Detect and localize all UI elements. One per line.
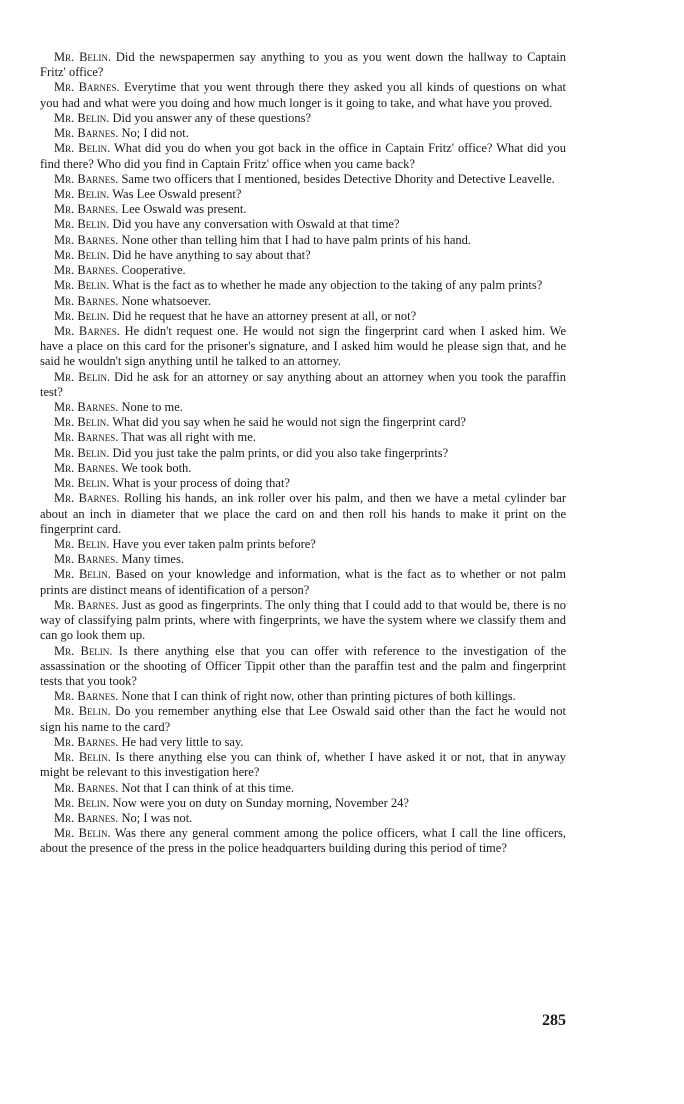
speaker-label: Mr. Barnes. bbox=[54, 552, 119, 567]
testimony-paragraph bbox=[40, 309, 566, 324]
speech-text: We took both. bbox=[121, 460, 192, 475]
speech-text: No; I did not. bbox=[121, 126, 189, 141]
speaker-label: Mr. Barnes. bbox=[54, 460, 119, 475]
speaker-label: Mr. Barnes. bbox=[54, 80, 120, 95]
speech-text: He didn't request one. He would not sign the fingerprint card when I asked him. We have a place on this card for the prisoner's signature, and I asked him would he please sign that, and he said he wouldn't sign anything until he talked to an attorney. bbox=[40, 323, 567, 369]
speech-text: Have you ever taken palm prints before? bbox=[112, 537, 316, 551]
speaker-label: Mr. Belin. bbox=[54, 415, 110, 430]
speech-text: Same two officers that I mentioned, besides Detective Dhority and Detective Leavelle. bbox=[121, 171, 555, 186]
testimony-paragraph bbox=[40, 491, 566, 537]
speech-text: Now were you on duty on Sunday morning, November 24? bbox=[112, 795, 409, 810]
testimony-paragraph bbox=[40, 704, 566, 734]
speech-text: Lee Oswald was present. bbox=[121, 202, 247, 217]
speaker-label: Mr. Barnes. bbox=[54, 232, 119, 247]
speaker-label: Mr. Belin. bbox=[54, 445, 110, 460]
speaker-label: Mr. Barnes. bbox=[54, 780, 119, 795]
speaker-label: Mr. Barnes. bbox=[54, 430, 119, 445]
speech-text: He had very little to say. bbox=[121, 734, 244, 749]
speaker-label: Mr. Barnes. bbox=[54, 263, 119, 278]
testimony-paragraph bbox=[40, 370, 566, 400]
testimony-paragraph bbox=[40, 233, 566, 248]
testimony-paragraph bbox=[40, 111, 566, 126]
speech-text: Did he request that he have an attorney present at all, or not? bbox=[112, 308, 417, 323]
testimony-transcript bbox=[40, 50, 566, 857]
testimony-paragraph bbox=[40, 446, 566, 461]
testimony-paragraph bbox=[40, 781, 566, 796]
testimony-paragraph bbox=[40, 80, 566, 110]
speech-text: Did you answer any of these questions? bbox=[112, 110, 312, 125]
speech-text: None to me. bbox=[121, 400, 183, 415]
testimony-paragraph bbox=[40, 430, 566, 445]
speaker-label: Mr. Belin. bbox=[54, 141, 111, 156]
speaker-label: Mr. Barnes. bbox=[54, 400, 119, 415]
speaker-label: Mr. Belin. bbox=[54, 186, 110, 201]
testimony-paragraph bbox=[40, 202, 566, 217]
speech-text: That was all right with me. bbox=[121, 430, 256, 445]
speaker-label: Mr. Barnes. bbox=[54, 202, 119, 217]
speech-text: Rolling his hands, an ink roller over his palm, and then we have a metal cylinder bar about an inch in diameter that we place the card on and then roll his hands to make it print on the fingerprint card. bbox=[40, 491, 567, 536]
speech-text: None other than telling him that I had to have palm prints of his hand. bbox=[121, 232, 472, 247]
testimony-paragraph bbox=[40, 217, 566, 232]
speech-text: What did you do when you got back in the office in Captain Fritz' office? What did you find there? Who did you find in Captain Fritz' office when you came back? bbox=[40, 141, 566, 171]
speaker-label: Mr. Barnes. bbox=[54, 126, 119, 141]
speaker-label: Mr. Belin. bbox=[54, 217, 110, 232]
speaker-label: Mr. Belin. bbox=[54, 567, 111, 582]
testimony-paragraph bbox=[40, 50, 566, 80]
speech-text: Was Lee Oswald present? bbox=[112, 186, 242, 201]
speaker-label: Mr. Barnes. bbox=[54, 597, 119, 612]
speaker-label: Mr. Belin. bbox=[54, 476, 110, 491]
testimony-paragraph bbox=[40, 735, 566, 750]
testimony-paragraph bbox=[40, 415, 566, 430]
speech-text: Is there anything else that you can offer with reference to the investigation of the assassination or the shooting of Officer Tippit other than the paraffin test and the palm and fingerprint tests that you took? bbox=[40, 643, 566, 688]
speech-text: None that I can think of right now, other than printing pictures of both killings. bbox=[121, 689, 516, 704]
speaker-label: Mr. Belin. bbox=[54, 826, 111, 841]
testimony-paragraph bbox=[40, 141, 566, 171]
testimony-paragraph bbox=[40, 826, 566, 856]
speech-text: Did he ask for an attorney or say anything about an attorney when you took the paraffin test? bbox=[40, 369, 566, 399]
speech-text: Do you remember anything else that Lee Oswald said other than the fact he would not sign his name to the card? bbox=[40, 704, 567, 734]
speech-text: Many times. bbox=[121, 552, 184, 567]
speaker-label: Mr. Belin. bbox=[54, 50, 112, 64]
testimony-paragraph bbox=[40, 172, 566, 187]
testimony-paragraph bbox=[40, 750, 566, 780]
testimony-paragraph bbox=[40, 811, 566, 826]
speech-text: What did you say when he said he would not sign the fingerprint card? bbox=[112, 415, 466, 430]
speaker-label: Mr. Barnes. bbox=[54, 734, 119, 749]
speaker-label: Mr. Belin. bbox=[54, 278, 110, 293]
speaker-label: Mr. Belin. bbox=[54, 643, 113, 658]
speech-text: Did he have anything to say about that? bbox=[112, 247, 311, 262]
speaker-label: Mr. Barnes. bbox=[54, 810, 119, 825]
speech-text: No; I was not. bbox=[121, 810, 193, 825]
speaker-label: Mr. Barnes. bbox=[54, 323, 120, 338]
speech-text: Did you have any conversation with Oswald at that time? bbox=[112, 217, 400, 232]
speech-text: Was there any general comment among the police officers, what I call the line officers, about the presence of the press in the police headquarters building during this period of time? bbox=[40, 826, 566, 856]
speaker-label: Mr. Barnes. bbox=[54, 689, 119, 704]
speech-text: Did the newspapermen say anything to you as you went down the hallway to Captain Fritz' office? bbox=[40, 50, 566, 80]
speech-text: What is your process of doing that? bbox=[112, 476, 290, 491]
testimony-paragraph bbox=[40, 796, 566, 811]
speaker-label: Mr. Belin. bbox=[54, 537, 110, 551]
speech-text: Did you just take the palm prints, or did you also take fingerprints? bbox=[112, 445, 449, 460]
testimony-paragraph bbox=[40, 598, 566, 644]
speech-text: Just as good as fingerprints. The only thing that I could add to that would be, there is no way of classifying palm prints, where with fingerprints, we have the system where we classify them and can go look them up. bbox=[40, 597, 566, 643]
testimony-paragraph bbox=[40, 461, 566, 476]
speech-text: Cooperative. bbox=[121, 263, 186, 278]
speech-text: What is the fact as to whether he made any objection to the taking of any palm prints? bbox=[112, 278, 543, 293]
testimony-paragraph bbox=[40, 263, 566, 278]
testimony-paragraph bbox=[40, 552, 566, 567]
testimony-paragraph bbox=[40, 537, 566, 552]
testimony-paragraph bbox=[40, 476, 566, 491]
testimony-paragraph bbox=[40, 644, 566, 690]
testimony-paragraph bbox=[40, 126, 566, 141]
speaker-label: Mr. Belin. bbox=[54, 750, 111, 765]
speaker-label: Mr. Barnes. bbox=[54, 293, 119, 308]
speech-text: Based on your knowledge and information, what is the fact as to whether or not palm prints are distinct means of identification of a person? bbox=[40, 567, 566, 597]
testimony-paragraph bbox=[40, 278, 566, 293]
speaker-label: Mr. Barnes. bbox=[54, 491, 120, 506]
speaker-label: Mr. Barnes. bbox=[54, 171, 119, 186]
testimony-paragraph bbox=[40, 689, 566, 704]
speaker-label: Mr. Belin. bbox=[54, 308, 110, 323]
testimony-paragraph bbox=[40, 294, 566, 309]
speech-text: Is there anything else you can think of, whether I have asked it or not, that in anyway might be relevant to this investigation here? bbox=[40, 750, 567, 780]
speaker-label: Mr. Belin. bbox=[54, 110, 110, 125]
speech-text: Not that I can think of at this time. bbox=[121, 780, 295, 795]
speaker-label: Mr. Belin. bbox=[54, 247, 110, 262]
speech-text: Everytime that you went through there they asked you all kinds of questions on what you had and what were you doing and how much longer is it going to take, and what have you proved. bbox=[40, 80, 567, 110]
speaker-label: Mr. Belin. bbox=[54, 795, 110, 810]
testimony-paragraph bbox=[40, 248, 566, 263]
page-number: 285 bbox=[542, 1012, 566, 1029]
speaker-label: Mr. Belin. bbox=[54, 369, 111, 384]
testimony-paragraph bbox=[40, 567, 566, 597]
speech-text: None whatsoever. bbox=[121, 293, 212, 308]
testimony-paragraph bbox=[40, 324, 566, 370]
testimony-paragraph bbox=[40, 400, 566, 415]
testimony-paragraph bbox=[40, 187, 566, 202]
speaker-label: Mr. Belin. bbox=[54, 704, 111, 719]
